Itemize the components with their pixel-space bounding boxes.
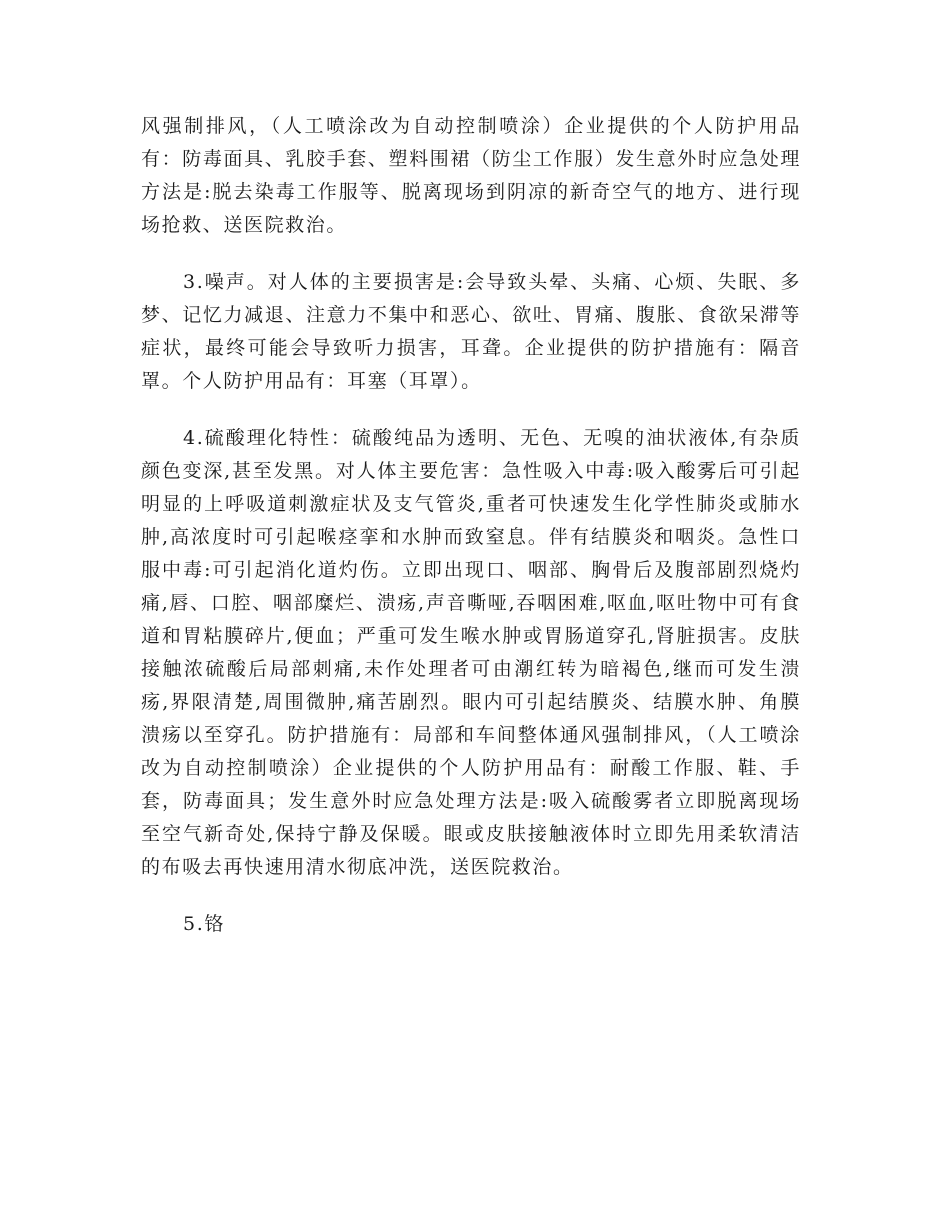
paragraph-continuation: 风强制排风，（人工喷涂改为自动控制喷涂）企业提供的个人防护用品有：防毒面具、乳胶手套、塑料围裙（防尘工作服）发生意外时应急处理方法是:脱去染毒工作服等、脱离现场到阴凉的新奇空气的地方、进行现场抢救、送医院救治。 <box>141 115 801 236</box>
paragraph-noise: 3.噪声。对人体的主要损害是:会导致头晕、头痛、心烦、失眠、多梦、记忆力减退、注意力不集中和恶心、欲吐、胃痛、腹胀、食欲呆滞等症状，最终可能会导致听力损害，耳聋。企业提供的防护措施有：隔音罩。个人防护用品有：耳塞（耳罩）。 <box>141 271 801 392</box>
paragraph-sulfuric-acid: 4.硫酸理化特性：硫酸纯品为透明、无色、无嗅的油状液体,有杂质颜色变深,甚至发黑。对人体主要危害：急性吸入中毒:吸入酸雾后可引起明显的上呼吸道刺激症状及支气管炎,重者可快速发生化学性肺炎或肺水肿,高浓度时可引起喉痉挛和水肿而致窒息。伴有结膜炎和咽炎。急性口服中毒:可引起消化道灼伤。立即出现口、咽部、胸骨后及腹部剧烈烧灼痛,唇、口腔、咽部糜烂、溃疡,声音嘶哑,吞咽困难,呕血,呕吐物中可有食道和胃粘膜碎片,便血；严重可发生喉水肿或胃肠道穿孔,肾脏损害。皮肤接触浓硫酸后局部刺痛,未作处理者可由潮红转为暗褐色,继而可发生溃疡,界限清楚,周围微肿,痛苦剧烈。眼内可引起结膜炎、结膜水肿、角膜溃疡以至穿孔。防护措施有：局部和车间整体通风强制排风，（人工喷涂改为自动控制喷涂）企业提供的个人防护用品有：耐酸工作服、鞋、手套，防毒面具；发生意外时应急处理方法是:吸入硫酸雾者立即脱离现场至空气新奇处,保持宁静及保暖。眼或皮肤接触液体时立即先用柔软清洁的布吸去再快速用清水彻底冲洗，送医院救治。 <box>141 427 801 878</box>
document-body <box>141 110 801 965</box>
paragraph-chromium: 5.铬 <box>183 913 225 935</box>
